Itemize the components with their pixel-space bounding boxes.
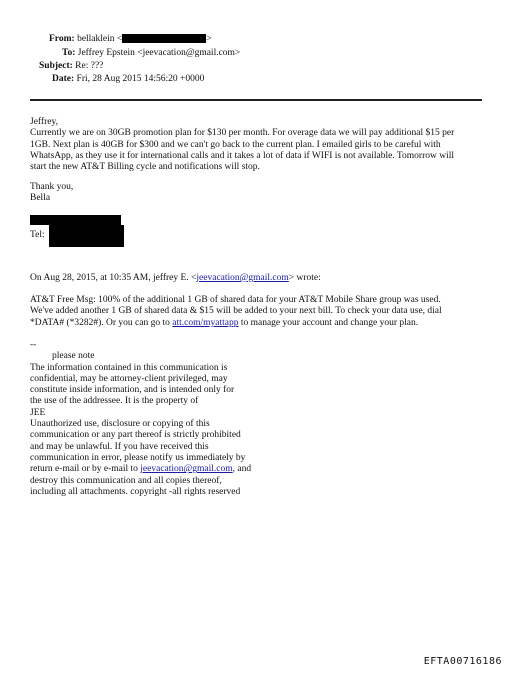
from-row [49,34,212,45]
from-value-end: > [206,34,212,44]
disclaimer-line: confidential, may be attorney-client privileged, may [30,373,228,384]
separator: -- [30,340,37,350]
to-row [62,48,240,59]
header-divider [30,99,482,101]
disclaimer [30,340,330,498]
message-line: Currently we are on 30GB promotion plan for $130 per month. For overage data we will pay additional $15 per [30,128,455,139]
email-link[interactable]: jeevacation@gmail.com [140,464,233,475]
greeting: Jeffrey, [30,117,58,127]
from-value: bellaklein < [77,34,123,44]
quoted-line-text: *DATA# (*3282#). Or you can go to [30,317,173,328]
date-value: Fri, 28 Aug 2015 14:56:20 +0000 [76,74,205,84]
quoted-line-suffix: to manage your account and change your plan. [238,317,419,328]
date-label: Date: [52,74,75,84]
quoted-line [30,318,500,329]
signoff: Thank you, [30,182,74,192]
disclaimer-line: communication or any part thereof is strictly prohibited [30,430,241,441]
quoted-intro-text: On Aug 28, 2015, at 10:35 AM, jeffrey E. < [30,273,197,283]
to-label: To: [62,48,76,58]
disclaimer-line: destroy this communication and all copies thereof, [30,475,222,486]
tel-label: Tel: [30,230,45,240]
quoted-intro-suffix: > wrote: [288,273,321,283]
quoted-line: We've added another 1 GB of shared data & $15 will be added to your next bill. To check your data use, dial [30,306,442,317]
date-row [52,74,204,85]
quoted-intro [30,273,490,284]
message-body [30,117,490,173]
message-line: start the new AT&T Billing cycle and notifications will stop. [30,162,260,173]
redaction-box [122,34,206,43]
quoted-line: AT&T Free Msg: 100% of the additional 1 GB of shared data for your AT&T Mobile Share group was used. [30,295,441,305]
quoted-message [30,295,500,329]
disclaimer-line: the use of the addressee. It is the property of [30,396,199,407]
disclaimer-notify-text: return e-mail or by e-mail to [30,464,141,475]
disclaimer-notify-suffix: , and [232,464,252,475]
document-id: EFTA00716186 [423,656,502,667]
subject-value: Re: ??? [75,61,104,71]
email-link[interactable]: jeevacation@gmail.com [196,273,289,283]
message-line: 1GB. Next plan is 40GB for $300 and we can't go back to the current plan. I emailed girls to be careful with [30,139,441,150]
signature: Bella [30,193,51,204]
redaction-box [30,215,121,225]
disclaimer-line: The information contained in this communication is [30,362,228,373]
subject-label: Subject: [39,61,73,71]
signoff-block [30,182,230,205]
message-line: WhatsApp, as they use it for international calls and it takes a lot of data if WIFI is not available. Tomorrow will [30,150,455,161]
att-link[interactable]: att.com/myattapp [172,317,239,328]
disclaimer-line: JEE [30,407,46,418]
disclaimer-line: and may be unlawful. If you have received this [30,441,209,452]
disclaimer-line: communication in error, please notify us immediately by [30,452,246,463]
disclaimer-line: Unauthorized use, disclosure or copying of this [30,419,210,430]
disclaimer-line [30,464,330,475]
disclaimer-line: including all attachments. copyright -all rights reserved [30,486,241,497]
subject-row [39,61,103,72]
redaction-box [49,225,124,247]
disclaimer-line: constitute inside information, and is intended only for [30,385,235,396]
disclaimer-title: please note [52,351,95,362]
from-label: From: [49,34,75,44]
to-value: Jeffrey Epstein <jeevacation@gmail.com> [77,48,241,58]
